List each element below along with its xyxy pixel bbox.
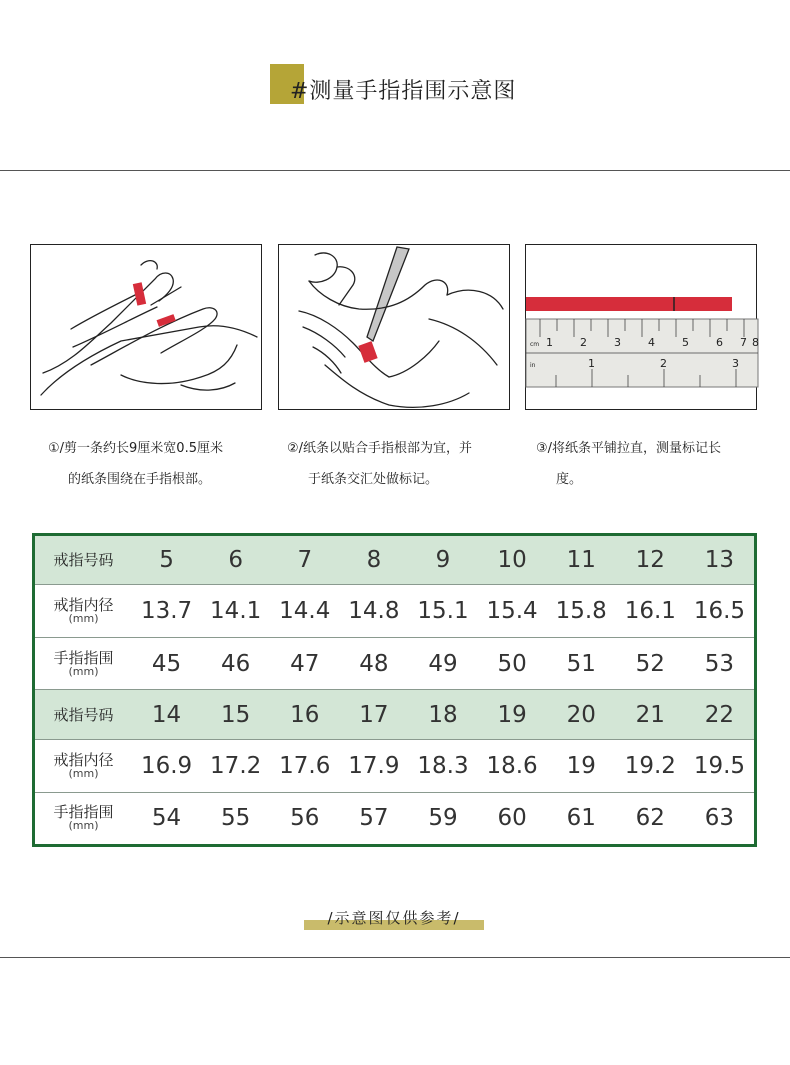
table-row [35,690,754,739]
table-cell: 46 [201,637,270,690]
table-cell: 13.7 [132,584,201,637]
size-table-body [35,536,754,844]
table-cell: 61 [566,805,596,832]
step1-illustration [30,244,262,410]
table-cell: 63 [704,805,735,832]
ruler-cm-label: cm [530,341,540,348]
table-cell: 21 [616,690,685,739]
table-row [35,637,754,690]
table-cell: 48 [339,637,408,690]
table-cell: 15.1 [408,584,477,637]
row-unit: (mm) [68,766,99,780]
table-cell: 49 [408,637,477,690]
table-cell: 59 [428,805,458,832]
table-cell: 18.6 [478,739,547,792]
ruler-cm-5: 5 [682,336,689,349]
table-cell: 16 [270,690,339,739]
table-cell: 57 [359,805,389,832]
table-cell: 16.1 [616,584,685,637]
table-cell: 56 [290,805,320,832]
table-cell: 6 [201,536,270,584]
table-cell: 50 [478,637,547,690]
table-cell: 16.5 [685,584,754,637]
ring-size-table [32,533,757,847]
table-cell: 17.2 [201,739,270,792]
table-cell: 14.1 [201,584,270,637]
table-cell: 17.6 [270,739,339,792]
footer-text: /示意图仅供参考/ [327,909,461,927]
table-cell: 52 [616,637,685,690]
table-cell: 20 [547,690,616,739]
step1-line1: ①/剪一条约长9厘米宽0.5厘米 [48,441,223,456]
table-cell: 11 [547,536,616,584]
table-cell: 15 [201,690,270,739]
ruler-cm-7: 7 [740,336,747,349]
table-cell: 62 [635,805,665,832]
table-cell: 51 [547,637,616,690]
page-title-text: #测量手指指围示意图 [290,79,517,104]
ruler-cm-4: 4 [648,336,655,349]
row-label-text: 戒指内径 [53,595,114,614]
ruler-in-1: 1 [588,357,595,370]
table-row [35,584,754,637]
step3-illustration [525,244,757,410]
table-cell: 9 [408,536,477,584]
row-unit: (mm) [68,819,99,833]
step2-caption [287,433,472,495]
ruler-in-2: 2 [660,357,667,370]
table-cell: 12 [616,536,685,584]
step1-line2: 的纸条围绕在手指根部。 [68,472,212,487]
table-cell: 5 [132,536,201,584]
row-label [35,690,132,739]
table-cell: 8 [339,536,408,584]
ruler-cm-6: 6 [716,336,723,349]
ruler-cm-3: 3 [614,336,621,349]
table-cell: 19.5 [685,739,754,792]
row-label-text: 戒指内径 [53,750,114,769]
top-divider [0,170,790,171]
table-cell: 22 [685,690,754,739]
step2-line1: ②/纸条以贴合手指根部为宜，并 [287,441,473,456]
table-cell: 14 [132,690,201,739]
row-label [35,536,132,584]
ruler-cm-1: 1 [546,336,553,349]
table-cell: 16.9 [132,739,201,792]
row-label-text: 戒指号码 [53,550,114,569]
table-cell: 53 [685,637,754,690]
step2-line2: 于纸条交汇处做标记。 [308,472,439,487]
table-cell: 15.4 [478,584,547,637]
table-cell: 14.8 [339,584,408,637]
table-cell: 18.3 [408,739,477,792]
row-label [35,739,132,792]
row-unit: (mm) [68,611,99,625]
table-cell: 54 [151,805,182,832]
row-label [35,637,132,690]
ruler-in-label: in [530,362,536,369]
step3-line2: 度。 [556,472,583,487]
table-cell: 45 [132,637,201,690]
table-cell: 19 [478,690,547,739]
table-cell: 13 [685,536,754,584]
table-cell: 15.8 [547,584,616,637]
step3-line1: ③/将纸条平铺拉直，测量标记长 [536,441,722,456]
table-row [35,792,754,844]
footer-note [304,907,484,931]
step1-caption [48,433,223,495]
table-cell: 19 [547,739,616,792]
table-cell: 60 [497,805,527,832]
table-cell: 10 [478,536,547,584]
table-cell: 47 [270,637,339,690]
table-cell: 17 [339,690,408,739]
row-label-text: 手指指围 [53,803,114,822]
row-label-text: 戒指号码 [53,705,114,724]
step2-illustration [278,244,510,410]
table-cell: 19.2 [616,739,685,792]
ruler-cm-2: 2 [580,336,587,349]
table-row [35,536,754,584]
table-cell: 55 [221,805,251,832]
row-label [35,792,132,844]
table-cell: 17.9 [339,739,408,792]
table-cell: 7 [270,536,339,584]
row-unit: (mm) [68,664,99,678]
bottom-divider [0,957,790,958]
row-label-text: 手指指围 [53,648,114,667]
row-label [35,584,132,637]
table-row [35,739,754,792]
table-cell: 14.4 [270,584,339,637]
ruler-in-3: 3 [732,357,739,370]
table-cell: 18 [408,690,477,739]
step3-caption [536,433,721,495]
ruler-cm-8: 8 [752,336,759,349]
